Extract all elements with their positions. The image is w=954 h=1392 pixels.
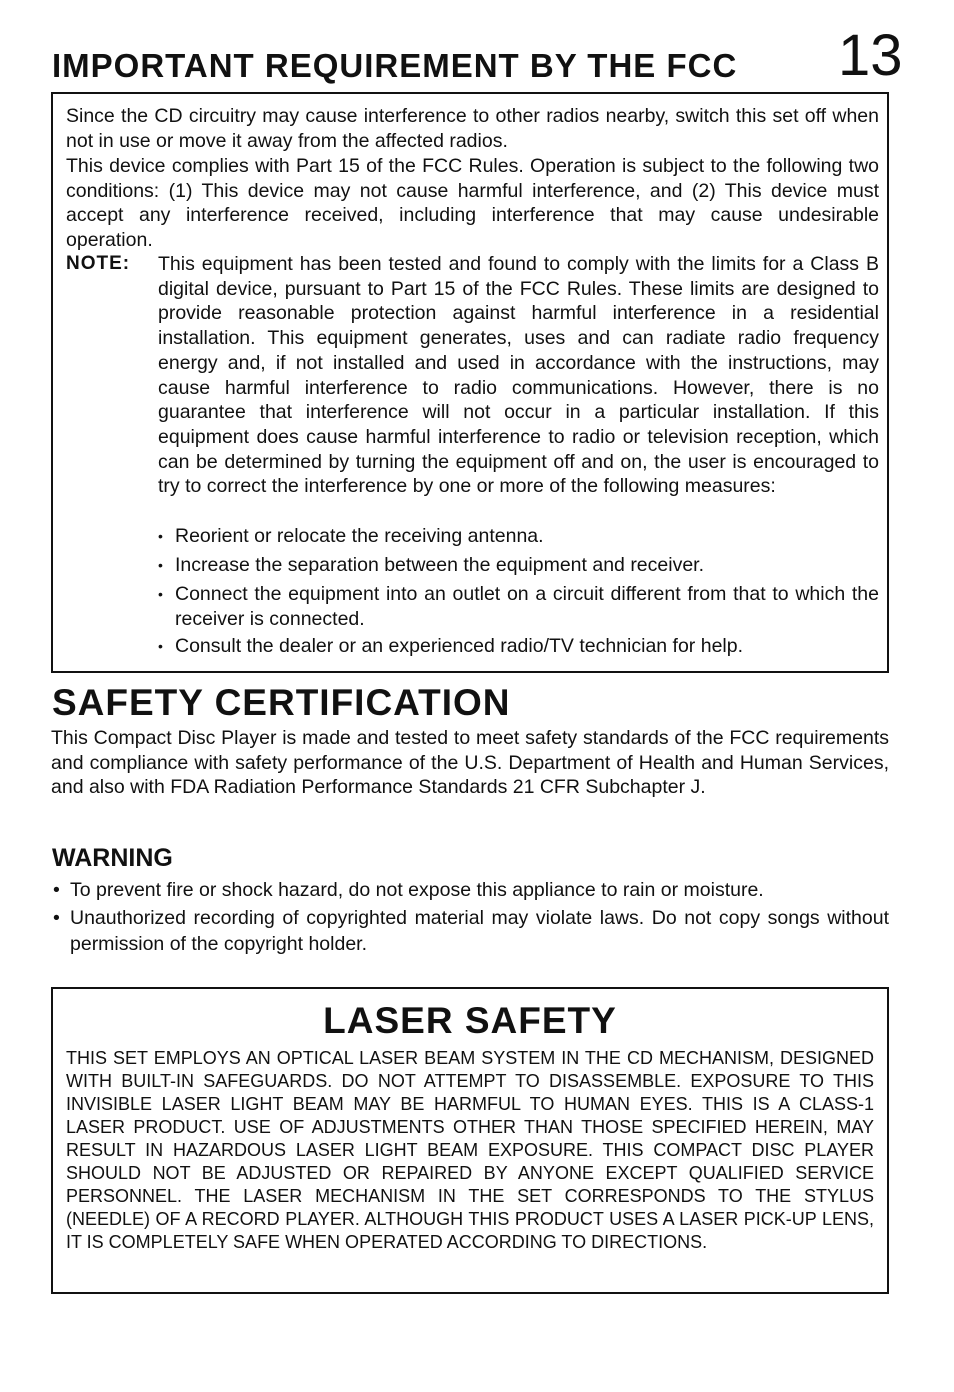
fcc-heading: IMPORTANT REQUIREMENT BY THE FCC (52, 47, 738, 84)
list-item (153, 582, 879, 632)
bullet-icon: • (53, 907, 60, 929)
list-item-text: Consult the dealer or an experienced radio/TV technician for help. (175, 635, 744, 657)
warning-heading: WARNING (52, 844, 173, 872)
list-item-text: Connect the equipment into an outlet on a circuit different from that to which the receiver is connected. (175, 583, 879, 630)
list-item (153, 553, 879, 578)
page-number: 13 (838, 23, 903, 88)
note-text: This equipment has been tested and found to comply with the limits for a Class B digital device, pursuant to Part 15 of the FCC Rules. These limits are designed to provide reasonable protection against harmful interference in a residential installation. This equipment generates, uses and can radiate radio frequency energy and, if not installed and used in accordance with the instructions, may cause harmful interference to radio communications. However, there is no guarantee that interference will not occur in a particular installation. If this equipment does cause harmful interference to radio or television reception, which can be determined by turning the equipment off and on, the user is encouraged to try to correct the interference by one or more of the following measures: (158, 253, 879, 498)
list-item (153, 524, 879, 549)
safety-certification-heading: SAFETY CERTIFICATION (52, 682, 511, 723)
laser-safety-heading: LASER SAFETY (323, 1000, 617, 1041)
fcc-notice-box (51, 92, 889, 673)
bullet-icon: • (158, 586, 163, 602)
list-item (51, 905, 889, 957)
bullet-icon: • (158, 528, 163, 544)
bullet-icon: • (158, 557, 163, 573)
list-item (153, 634, 879, 659)
bullet-icon: • (158, 638, 163, 654)
laser-safety-box (51, 987, 889, 1294)
list-item-text: Unauthorized recording of copyrighted material may violate laws. Do not copy songs without permission of the copyright holder. (70, 907, 889, 955)
list-item-text: To prevent fire or shock hazard, do not expose this appliance to rain or moisture. (70, 879, 764, 901)
list-item-text: Reorient or relocate the receiving antenna. (175, 525, 544, 547)
bullet-icon: • (53, 879, 60, 901)
fcc-interference-paragraph: Since the CD circuitry may cause interference to other radios nearby, switch this set off when not in use or move it away from the affected radios. (66, 105, 879, 152)
list-item-text: Increase the separation between the equipment and receiver. (175, 554, 705, 576)
note-label: NOTE: (66, 253, 131, 274)
laser-safety-text: THIS SET EMPLOYS AN OPTICAL LASER BEAM SYSTEM IN THE CD MECHANISM, DESIGNED WITH BUILT-IN SAFEGUARDS. DO NOT ATTEMPT TO DISASSEMBLE. EXPOSURE TO THIS INVISIBLE LASER LIGHT BEAM MAY BE HARMFUL TO HUMAN EYES. THIS IS A CLASS-1 LASER PRODUCT. USE OF ADJUSTMENTS OTHER THAN THOSE SPECIFIED HEREIN, MAY RESULT IN HAZARDOUS LASER LIGHT BEAM EXPOSURE. THIS COMPACT DISC PLAYER SHOULD NOT BE ADJUSTED OR REPAIRED BY ANYONE EXCEPT QUALIFIED SERVICE PERSONNEL. THE LASER MECHANISM IN THE SET CORRESPONDS TO THE STYLUS (NEEDLE) OF A RECORD PLAYER. ALTHOUGH THIS PRODUCT USES A LASER PICK-UP LENS, IT IS COMPLETELY SAFE WHEN OPERATED ACCORDING TO DIRECTIONS. (66, 1048, 874, 1252)
list-item (51, 877, 889, 903)
safety-certification-text: This Compact Disc Player is made and tested to meet safety standards of the FCC requirements and compliance with safety performance of the U.S. Department of Health and Human Services, and also with FDA Radiation Performance Standards 21 CFR Subchapter J. (51, 727, 889, 799)
warning-list (51, 877, 889, 957)
fcc-compliance-paragraph: This device complies with Part 15 of the FCC Rules. Operation is subject to the following two conditions: (1) This device may not cause harmful interference, and (2) This device must accept any interference received, including interference that may cause undesirable operation. (66, 155, 879, 252)
measures-list (153, 524, 879, 659)
